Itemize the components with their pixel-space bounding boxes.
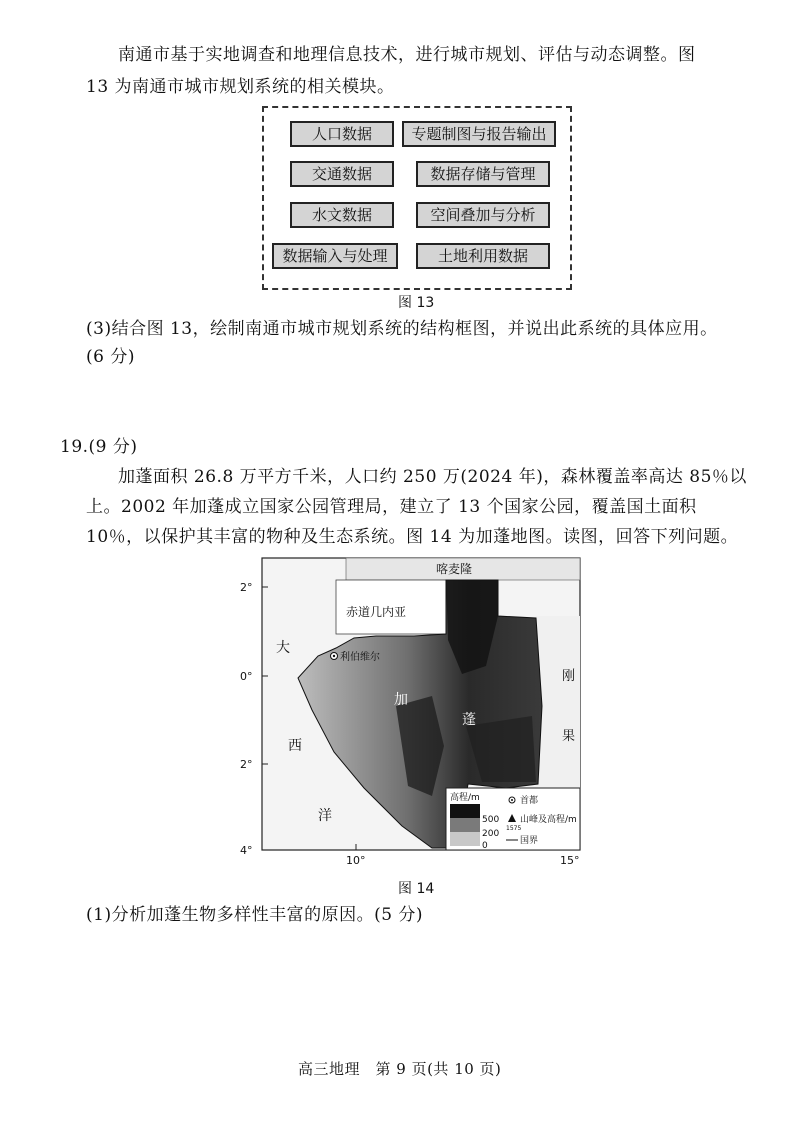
label-capital: 利伯维尔: [340, 652, 380, 663]
module-traffic-data: 交通数据: [290, 161, 394, 187]
q19-1: (1)分析加蓬生物多样性丰富的原因。(5 分): [86, 905, 424, 925]
legend-border-label: 国界: [520, 836, 539, 846]
q18-3-line-1: (3)结合图 13，绘制南通市城市规划系统的结构框图，并说出此系统的具体应用。: [86, 319, 718, 339]
label-ocean-2: 西: [288, 738, 302, 754]
module-data-storage: 数据存储与管理: [416, 161, 550, 187]
figure-14-map: [236, 556, 606, 866]
label-cameroon: 喀麦隆: [436, 562, 473, 576]
q19-para-line-3: 10％，以保护其丰富的物种及生态系统。图 14 为加蓬地图。读图，回答下列问题。: [86, 527, 739, 547]
q19-para-line-1: 加蓬面积 26.8 万平方千米，人口约 250 万(2024 年)，森林覆盖率高达 85％以: [118, 467, 747, 487]
legend-title: 高程/m: [450, 793, 480, 803]
module-population-data: 人口数据: [290, 121, 394, 147]
figure-13-module-box: [262, 106, 572, 290]
legend-peak-value: 1575: [506, 825, 522, 832]
label-congo-2: 果: [562, 729, 576, 744]
legend-level-500: 500: [482, 815, 500, 825]
lon-label-10e: 10°: [346, 854, 366, 866]
lat-label-2n: 2°: [240, 581, 253, 594]
figure-13-caption: 图 13: [398, 295, 435, 311]
label-congo-1: 刚: [562, 669, 576, 684]
legend-level-0: 0: [482, 841, 488, 851]
page-footer: 高三地理 第 9 页(共 10 页): [298, 1060, 502, 1078]
lon-label-15e: 15°: [560, 854, 580, 866]
intro-line-1: 南通市基于实地调查和地理信息技术，进行城市规划、评估与动态调整。图: [118, 45, 696, 65]
label-equatorial-guinea: 赤道几内亚: [346, 605, 407, 619]
legend-capital-label: 首都: [520, 796, 539, 806]
module-hydrology-data: 水文数据: [290, 202, 394, 228]
module-data-input: 数据输入与处理: [272, 243, 398, 269]
lat-label-0: 0°: [240, 670, 253, 683]
legend-peak-label: 山峰及高程/m: [520, 815, 577, 825]
q19-para-line-2: 上。2002 年加蓬成立国家公园管理局，建立了 13 个国家公园，覆盖国土面积: [86, 497, 697, 517]
label-ocean-1: 大: [276, 640, 290, 656]
label-gabon-2: 蓬: [462, 712, 476, 728]
capital-marker-dot: [333, 655, 335, 657]
module-thematic-mapping: 专题制图与报告输出: [402, 121, 556, 147]
lat-label-4s: 4°: [240, 844, 253, 857]
module-spatial-analysis: 空间叠加与分析: [416, 202, 550, 228]
lat-label-2s: 2°: [240, 758, 253, 771]
legend-swatch-0: [450, 832, 480, 846]
intro-line-2: 13 为南通市城市规划系统的相关模块。: [86, 77, 395, 97]
q18-3-line-2: (6 分): [86, 347, 135, 367]
module-land-use-data: 土地利用数据: [416, 243, 550, 269]
label-gabon-1: 加: [394, 692, 408, 708]
legend-swatch-500: [450, 804, 480, 818]
label-ocean-3: 洋: [318, 808, 332, 824]
legend-level-200: 200: [482, 829, 500, 839]
legend-swatch-200: [450, 818, 480, 832]
figure-14-caption: 图 14: [398, 881, 435, 897]
q19-header: 19.(9 分): [60, 437, 138, 457]
